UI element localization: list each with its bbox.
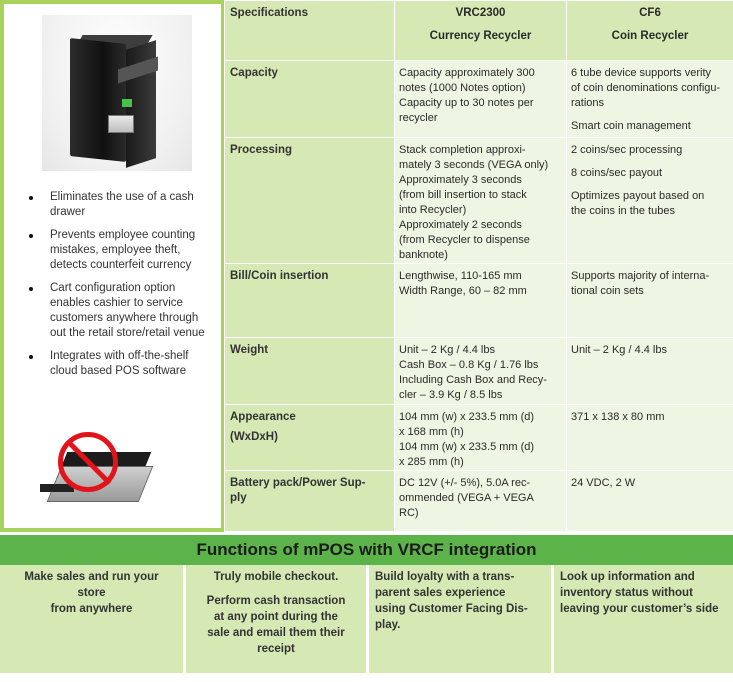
capacity-vrc: Capacity approximately 300 notes (1000 Notes option) Capacity up to 30 notes per recycler xyxy=(395,61,567,138)
vrc2300-header: VRC2300 Currency Recycler xyxy=(395,1,567,61)
table-row xyxy=(225,61,733,138)
insertion-cf6: Supports majority of interna- tional coin sets xyxy=(567,264,733,338)
processing-vrc: Stack completion approxi- mately 3 seconds (VEGA only) Approximately 3 seconds (from bill insertion to stack into Recycler) Approximately 2 seconds (from Recycler to dispense banknote) xyxy=(395,138,567,264)
list-item: Prevents employee counting mistakes, employee theft, detects counterfeit currency xyxy=(24,228,208,273)
list-item: Eliminates the use of a cash drawer xyxy=(24,190,208,220)
specifications-table xyxy=(224,0,733,532)
table-row xyxy=(225,264,733,338)
insertion-vrc: Lengthwise, 110-165 mm Width Range, 60 – 82 mm xyxy=(395,264,567,338)
capacity-cf6: 6 tube device supports verity of coin denominations configu- rations Smart coin management xyxy=(567,61,733,138)
table-row xyxy=(225,471,733,532)
no-cash-drawer-image xyxy=(40,432,166,516)
table-row xyxy=(225,405,733,471)
function-cell-inventory: Look up information and inventory status without leaving your customer’s side xyxy=(554,565,733,673)
list-item: Cart configuration option enables cashier to service customers anywhere through out the retail store/retail venue xyxy=(24,281,208,341)
functions-grid xyxy=(0,565,733,677)
weight-cf6: Unit – 2 Kg / 4.4 lbs xyxy=(567,338,733,405)
capacity-label: Capacity xyxy=(225,61,395,138)
weight-label: Weight xyxy=(225,338,395,405)
table-row xyxy=(225,138,733,264)
power-cf6: 24 VDC, 2 W xyxy=(567,471,733,532)
appearance-cf6: 371 x 138 x 80 mm xyxy=(567,405,733,471)
cf6-header: CF6 Coin Recycler xyxy=(567,1,733,61)
processing-cf6: 2 coins/sec processing 8 coins/sec payout Optimizes payout based on the coins in the tubes xyxy=(567,138,733,264)
appearance-label: Appearance (WxDxH) xyxy=(225,405,395,471)
function-cell-checkout: Truly mobile checkout. Perform cash transaction at any point during the sale and email them their receipt xyxy=(186,565,366,673)
table-header-row xyxy=(225,1,733,61)
function-cell-loyalty: Build loyalty with a trans- parent sales experience using Customer Facing Dis- play. xyxy=(369,565,551,673)
processing-label: Processing xyxy=(225,138,395,264)
product-panel xyxy=(0,0,224,532)
appearance-vrc: 104 mm (w) x 233.5 mm (d) x 168 mm (h) 104 mm (w) x 233.5 mm (d) x 285 mm (h) xyxy=(395,405,567,471)
table-row xyxy=(225,338,733,405)
function-cell-sales: Make sales and run your store from anywhere xyxy=(0,565,183,673)
insertion-label: Bill/Coin insertion xyxy=(225,264,395,338)
feature-list xyxy=(24,190,208,387)
weight-vrc: Unit – 2 Kg / 4.4 lbs Cash Box – 0.8 Kg / 1.76 lbs Including Cash Box and Recy- cler – 3.9 Kg / 8.5 lbs xyxy=(395,338,567,405)
currency-recycler-image xyxy=(42,15,192,171)
functions-title: Functions of mPOS with VRCF integration xyxy=(0,535,733,565)
power-label: Battery pack/Power Sup- ply xyxy=(225,471,395,532)
list-item: Integrates with off-the-shelf cloud based POS software xyxy=(24,349,208,379)
power-vrc: DC 12V (+/- 5%), 5.0A rec- ommended (VEGA + VEGA RC) xyxy=(395,471,567,532)
specifications-header: Specifications xyxy=(225,1,395,61)
